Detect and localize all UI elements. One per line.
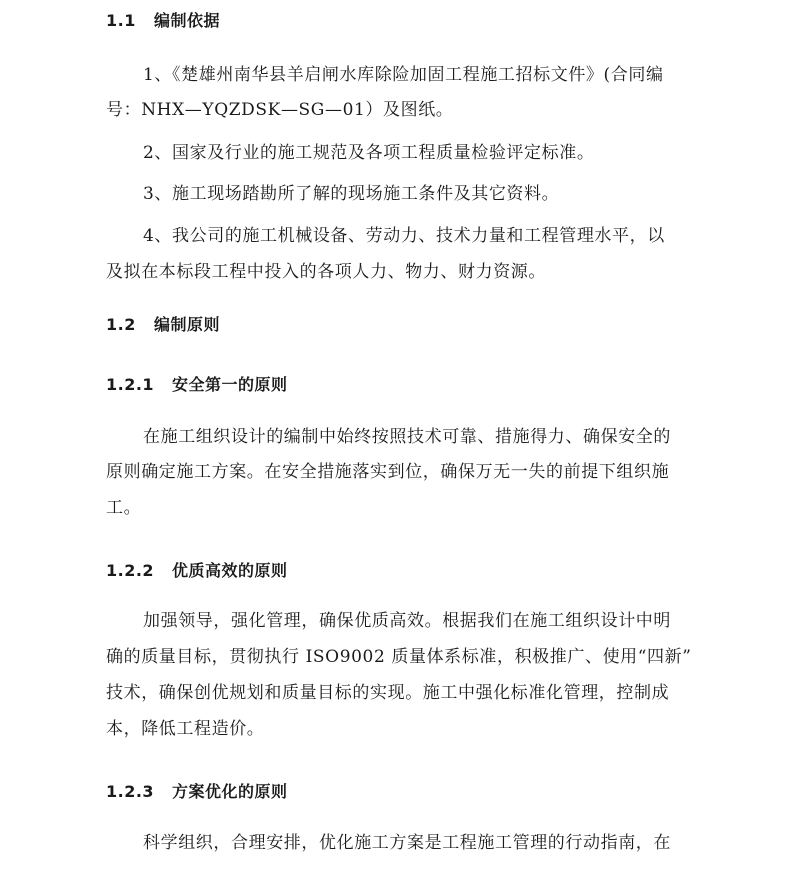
quality-paragraph-line-3: 技术，确保创优规划和质量目标的实现。施工中强化标准化管理，控制成 [106, 683, 670, 703]
section-number: 1.2.3 [106, 782, 155, 801]
section-title: 安全第一的原则 [172, 375, 288, 394]
basis-item-3: 3、施工现场踏勘所了解的现场施工条件及其它资料。 [143, 184, 560, 204]
basis-item-1-line-2: 号：NHX—YQZDSK—SG—01）及图纸。 [106, 100, 454, 120]
basis-item-4-line-1: 4、我公司的施工机械设备、劳动力、技术力量和工程管理水平，以 [143, 226, 665, 246]
basis-item-4-line-2: 及拟在本标段工程中投入的各项人力、物力、财力资源。 [106, 262, 546, 282]
section-heading-1-2-2 [106, 560, 706, 582]
section-number: 1.2 [106, 315, 136, 334]
safety-paragraph-line-3: 工。 [106, 498, 142, 518]
safety-paragraph-line-1: 在施工组织设计的编制中始终按照技术可靠、措施得力、确保安全的 [143, 427, 671, 447]
basis-item-1-line-1: 1、《楚雄州南华县羊启闸水库除险加固工程施工招标文件》(合同编 [143, 65, 664, 85]
basis-item-2: 2、国家及行业的施工规范及各项工程质量检验评定标准。 [143, 143, 595, 163]
section-number: 1.2.2 [106, 561, 155, 580]
section-heading-1-2-1 [106, 374, 706, 396]
section-heading-1-2 [106, 314, 706, 336]
section-number: 1.1 [106, 11, 136, 30]
quality-paragraph-line-1: 加强领导，强化管理，确保优质高效。根据我们在施工组织设计中明 [143, 611, 671, 631]
quality-paragraph-line-4: 本，降低工程造价。 [106, 719, 265, 739]
section-title: 编制原则 [154, 315, 221, 334]
section-number: 1.2.1 [106, 375, 155, 394]
section-title: 编制依据 [154, 11, 221, 30]
section-title: 优质高效的原则 [172, 561, 288, 580]
section-heading-1-2-3 [106, 781, 706, 803]
section-title: 方案优化的原则 [172, 782, 288, 801]
optimization-paragraph-line-1: 科学组织，合理安排，优化施工方案是工程施工管理的行动指南，在 [143, 833, 671, 853]
section-heading-1-1 [106, 10, 706, 32]
safety-paragraph-line-2: 原则确定施工方案。在安全措施落实到位，确保万无一失的前提下组织施 [106, 462, 670, 482]
quality-paragraph-line-2: 确的质量目标，贯彻执行 ISO9002 质量体系标准，积极推广、使用“四新” [106, 647, 692, 667]
